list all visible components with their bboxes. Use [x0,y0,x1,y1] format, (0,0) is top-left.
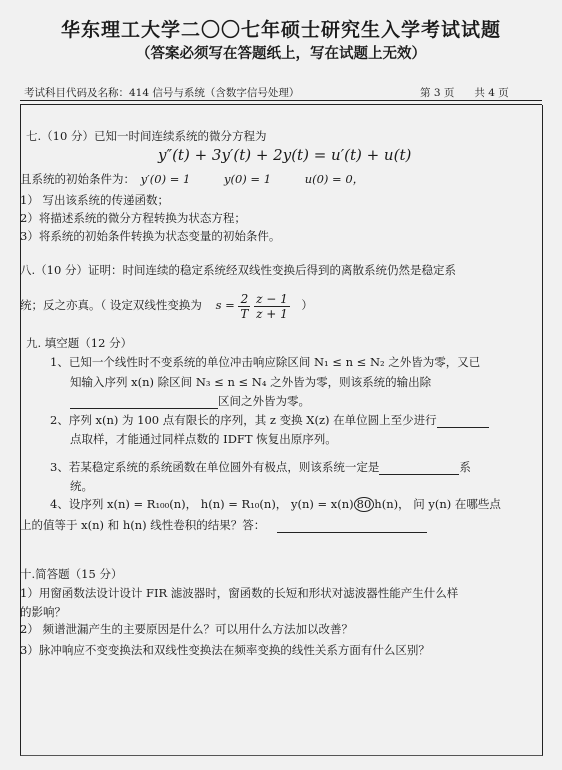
q9-item2-line2: 点取样，才能通过同样点数的 IDFT 恢复出原序列。 [70,432,337,446]
q8-frac-two: 2 [238,292,250,307]
q9-item3-blank[interactable] [379,462,459,475]
circular-convolution-symbol: 80 [354,497,375,512]
q9-item4-post: h(n)， 问 y(n) 在哪些点 [374,497,501,511]
exam-title: 华东理工大学二〇〇七年硕士研究生入学考试试题 [60,19,501,41]
q9-item2-line1 [50,412,489,428]
q10-title: 十.简答题（15 分） [20,567,123,581]
q9-item4-line1 [50,496,501,512]
q8-frac-2T [238,292,250,321]
q8-s-eq: s = [215,298,235,312]
q9-item1-line3 [70,393,310,409]
q7-cond-prefix: 且系统的初始条件为： [20,172,135,186]
q7-cond1: y′(0) = 1 [140,172,191,186]
q9-item4-pre: 4、设序列 x(n) = R₁₀₀(n)， h(n) = R₁₀(n)， y(n) = x(n) [50,497,354,511]
q10-item1-line2: 的影响？ [20,605,66,619]
q7-cond3: u(0) = 0， [304,172,365,186]
q9-item3-end: 系 [459,460,471,474]
q8-frac-T: T [240,306,249,321]
q9-item1-blank[interactable] [70,396,218,409]
q8-line2 [20,290,313,321]
q7-item2: 2）将描述系统的微分方程转换为状态方程； [20,211,246,225]
q10-item2: 2） 频谱泄漏产生的主要原因是什么？可以用什么方法加以改善？ [20,622,353,636]
q7-cond2: y(0) = 1 [223,172,272,186]
q7-item1: 1） 写出该系统的传递函数； [20,193,169,207]
q8-frac-den: z + 1 [256,306,288,321]
q9-item1-line1: 1、已知一个线性时不变系统的单位冲击响应除区间 N₁ ≤ n ≤ N₂ 之外皆为零，又已 [50,355,481,369]
q9-title: 九. 填空题（12 分） [26,336,133,350]
q9-item2-text: 2、序列 x(n) 为 100 点有限长的序列，其 z 变换 X(z) 在单位圆上至少进行 [50,413,437,427]
q7-conditions [20,171,364,187]
q10-item3: 3）脉冲响应不变变换法和双线性变换法在频率变换的线性关系方面有什么区别？ [20,643,430,657]
q9-item2-blank[interactable] [437,415,489,428]
page-indicator [420,85,529,100]
q9-item4-line2 [20,517,427,533]
q9-item3-line2: 统。 [70,479,93,493]
q10-item1-line1: 1）用窗函数法设计设计 FIR 滤波器时，窗函数的长短和形状对滤波器性能产生什么样 [20,586,459,600]
q7-equation: y″(t) + 3y′(t) + 2y(t) = u′(t) + u(t) [158,146,412,164]
page-number: 第 3 页 [420,87,455,99]
q9-item4-text: 上的值等于 x(n) 和 h(n) 线性卷积的结果？答： [20,518,266,532]
page-total: 共 4 页 [474,87,509,99]
q8-line2-text: 统；反之亦真。（ 设定双线性变换为 [20,298,202,312]
q9-item1-line2: 知输入序列 x(n) 除区间 N₃ ≤ n ≤ N₄ 之外皆为零，则该系统的输出除 [70,375,432,389]
q8-line1: 八.（10 分）证明：时间连续的稳定系统经双线性变换后得到的离散系统仍然是稳定系 [20,263,456,277]
q9-item3-text: 3、若某稳定系统的系统函数在单位圆外有极点，则该系统一定是 [50,460,380,474]
q9-item4-blank[interactable] [277,520,427,533]
q9-item1-line3-text: 区间之外皆为零。 [218,394,310,408]
q9-item3-line1 [50,459,471,475]
exam-subtitle: （答案必须写在答题纸上，写在试题上无效） [136,45,426,62]
q7-prompt: 七.（10 分）已知一时间连续系统的微分方程为 [26,129,267,143]
q7-item3: 3）将系统的初始条件转换为状态变量的初始条件。 [20,229,281,243]
subject-label: 考试科目代码及名称：414 信号与系统（含数字信号处理） [24,87,300,99]
q8-frac-z [254,292,290,321]
q8-close: ） [301,298,313,312]
q8-frac-num: z − 1 [256,291,288,306]
header-rule-top [20,100,542,101]
